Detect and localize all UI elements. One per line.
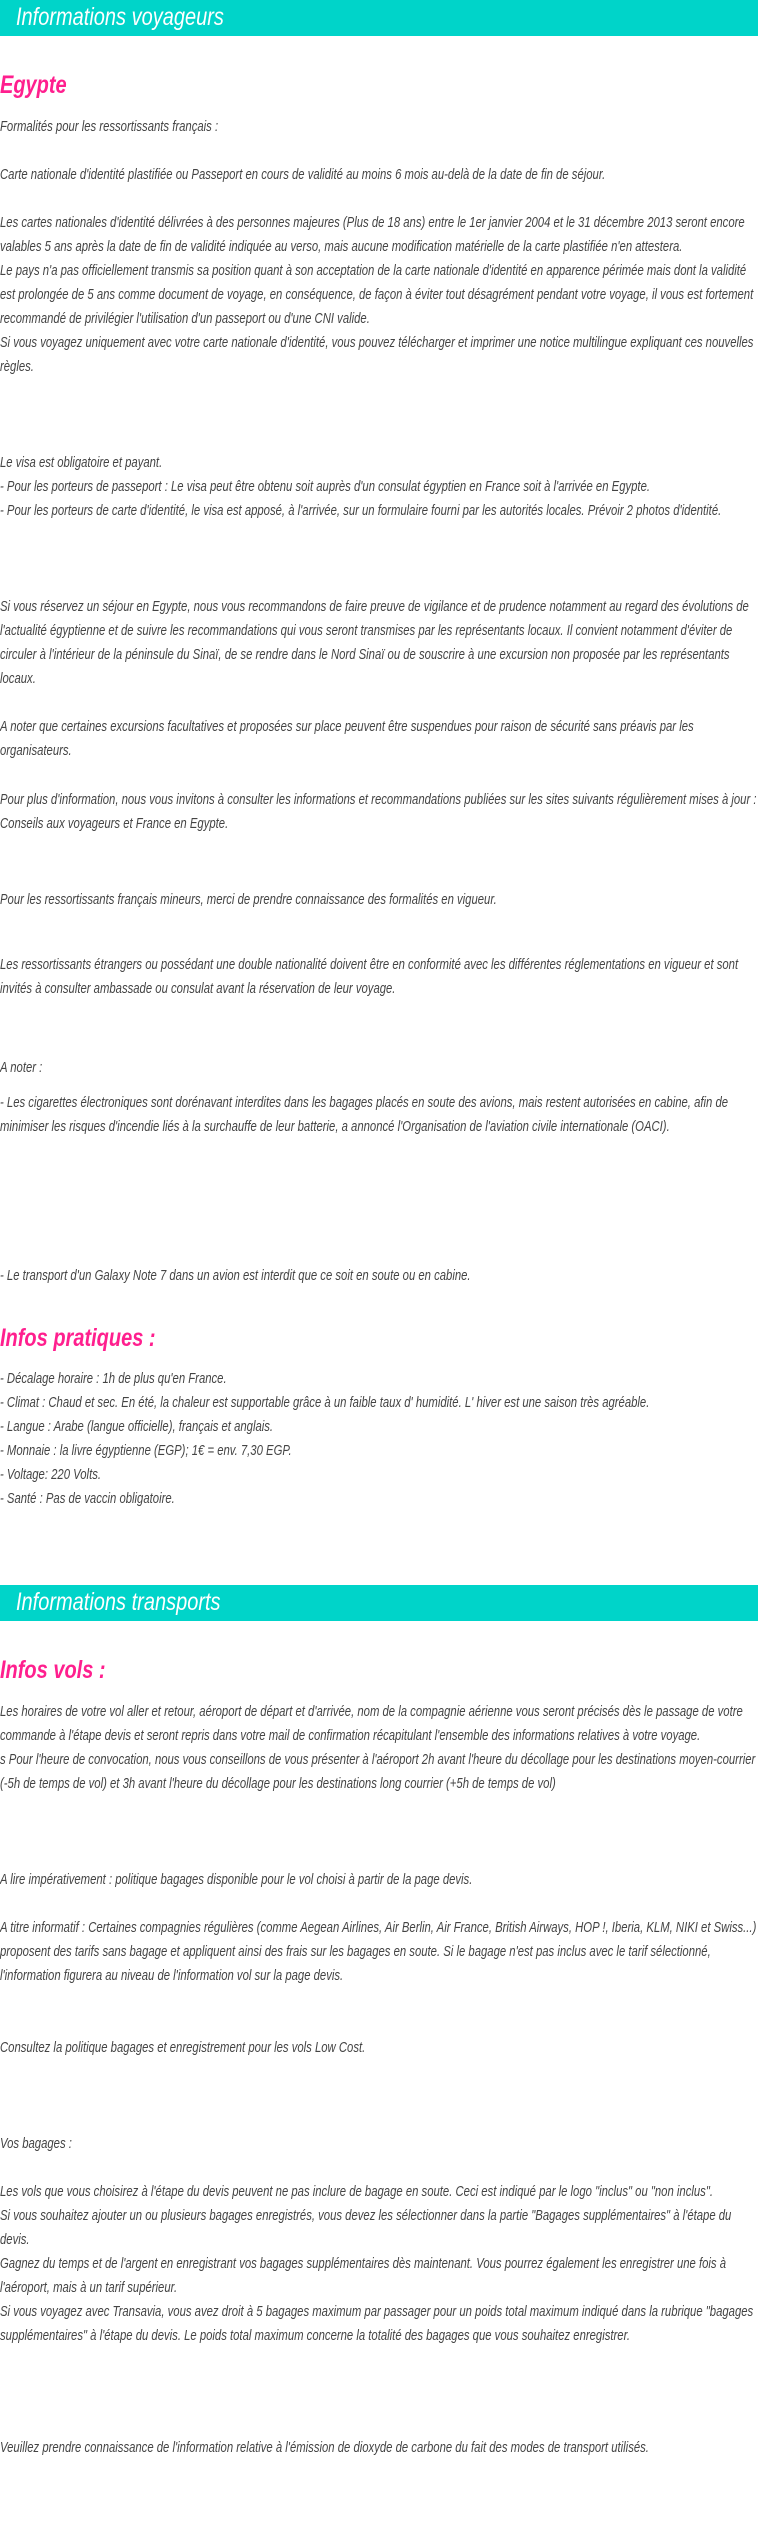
section-bar-transports — [0, 1585, 758, 1621]
pratiques-list — [0, 1367, 758, 1511]
visa-block — [0, 451, 758, 523]
list-item: - Climat : Chaud et sec. En été, la chaleur est supportable grâce à un faible taux d' humidité. L' hiver est une saison très agréable. — [0, 1395, 650, 1411]
list-item: - Décalage horaire : 1h de plus qu'en France. — [0, 1371, 227, 1387]
formalites-label: Formalités pour les ressortissants français : — [0, 119, 219, 135]
paragraph: Le visa est obligatoire et payant. — [0, 455, 163, 471]
vols-heading: Infos vols : — [0, 1656, 106, 1684]
excursions-paragraph: A noter que certaines excursions facultatives et proposées sur place peuvent être suspendues pour raison de sécurité sans préavis par les organisateurs. — [0, 719, 694, 759]
country-heading: Egypte — [0, 71, 67, 99]
carte-paragraph: Carte nationale d'identité plastifiée ou Passeport en cours de validité au moins 6 mois au-delà de la date de fin de séjour. — [0, 167, 606, 183]
horaires-block — [0, 1700, 758, 1796]
vos-bagages-label: Vos bagages : — [0, 2136, 72, 2152]
section-title: Informations transports — [16, 1588, 221, 1616]
list-item: - Monnaie : la livre égyptienne (EGP); 1€ = env. 7,30 EGP. — [0, 1443, 292, 1459]
plus-info-paragraph: Pour plus d'information, nous vous invitons à consulter les informations et recommandations publiées sur les sites suivants régulièrement mises à jour : Conseils aux voyageurs et France en Egypte. — [0, 792, 757, 832]
paragraph: Les vols que vous choisirez à l'étape du devis peuvent ne pas inclure de bagage en soute. Ceci est indiqué par le logo "inclus" ou "non inclus". — [0, 2184, 713, 2200]
a-titre-paragraph: A titre informatif : Certaines compagnies régulières (comme Aegean Airlines, Air Berlin, Air France, British Airways, HOP !, Iberia, KLM, NIKI et Swiss...) proposent des tarifs sans bagage et appliquent ainsi des frais sur les bagages en soute. Si le bagage n'est pas inclus avec le tarif sélectionné, l'information figurera au niveau de l'information vol sur la page devis. — [0, 1920, 757, 1984]
paragraph: Les horaires de votre vol aller et retour, aéroport de départ et d'arrivée, nom de la compagnie aérienne vous seront précisés dès le passage de votre commande à l'étape devis et seront repris dans votre mail de confirmation récapitulant l'ensemble des informations relatives à votre voyage. — [0, 1704, 743, 1744]
a-lire-paragraph: A lire impérativement : politique bagages disponible pour le vol choisi à partir de la page devis. — [0, 1872, 473, 1888]
paragraph: Si vous voyagez avec Transavia, vous avez droit à 5 bagages maximum par passager pour un poids total maximum indiqué dans la rubrique "bagages supplémentaires" à l'étape du devis. Le poids total maximum concerne la totalité des bagages que vous souhaitez enregistrer. — [0, 2304, 754, 2344]
paragraph: Les cartes nationales d'identité délivrées à des personnes majeures (Plus de 18 ans) entre le 1er janvier 2004 et le 31 décembre 2013 seront encore valables 5 ans après la date de fin de validité indiquée au verso, mais aucune modification matérielle de la carte plastifiée n'en attestera. — [0, 215, 745, 255]
mineurs-paragraph: Pour les ressortissants français mineurs, merci de prendre connaissance des formalités en vigueur. — [0, 892, 497, 908]
paragraph: Si vous voyagez uniquement avec votre carte nationale d'identité, vous pouvez télécharger et imprimer une notice multilingue expliquant ces nouvelles règles. — [0, 335, 754, 375]
list-item: - Langue : Arabe (langue officielle), français et anglais. — [0, 1419, 274, 1435]
list-item: - Santé : Pas de vaccin obligatoire. — [0, 1491, 175, 1507]
paragraph: Gagnez du temps et de l'argent en enregistrant vos bagages supplémentaires dès maintenant. Vous pourrez également les enregistrer une fois à l'aéroport, mais à un tarif supérieur. — [0, 2256, 727, 2296]
a-noter-label: A noter : — [0, 1060, 43, 1076]
paragraph: - Pour les porteurs de carte d'identité, le visa est apposé, à l'arrivée, sur un formulaire fourni par les autorités locales. Prévoir 2 photos d'identité. — [0, 503, 722, 519]
galaxy-paragraph: - Le transport d'un Galaxy Note 7 dans un avion est interdit que ce soit en soute ou en cabine. — [0, 1268, 471, 1284]
section-bar-voyageurs — [0, 0, 758, 36]
list-item: - Voltage: 220 Volts. — [0, 1467, 102, 1483]
co2-paragraph: Veuillez prendre connaissance de l'information relative à l'émission de dioxyde de carbone du fait des modes de transport utilisés. — [0, 2440, 649, 2456]
paragraph: Si vous souhaitez ajouter un ou plusieurs bagages enregistrés, vous devez les sélectionner dans la partie "Bagages supplémentaires" à l'étape du devis. — [0, 2208, 732, 2248]
low-cost-paragraph: Consultez la politique bagages et enregistrement pour les vols Low Cost. — [0, 2040, 366, 2056]
bagages-block — [0, 2180, 758, 2348]
paragraph: s Pour l'heure de convocation, nous vous conseillons de vous présenter à l'aéroport 2h avant l'heure du décollage pour les destinations moyen-courrier (-5h de temps de vol) et 3h avant l'heure du décollage pour les destinations long courrier (+5h de temps de vol) — [0, 1752, 756, 1792]
pratiques-heading: Infos pratiques : — [0, 1324, 156, 1352]
section-title: Informations voyageurs — [16, 3, 224, 31]
paragraph: - Pour les porteurs de passeport : Le visa peut être obtenu soit auprès d'un consulat égyptien en France soit à l'arrivée en Egypte. — [0, 479, 651, 495]
paragraph: Le pays n'a pas officiellement transmis sa position quant à son acceptation de la carte nationale d'identité en apparence périmée mais dont la validité est prolongée de 5 ans comme document de voyage, en conséquence, de façon à éviter tout désagrément pendant votre voyage, il vous est fortement recommandé de privilégier l'utilisation d'un passeport ou d'une CNI valide. — [0, 263, 754, 327]
etrangers-paragraph: Les ressortissants étrangers ou possédant une double nationalité doivent être en conformité avec les différentes réglementations en vigueur et sont invités à consulter ambassade ou consulat avant la réservation de leur voyage. — [0, 957, 739, 997]
cigarettes-paragraph: - Les cigarettes électroniques sont dorénavant interdites dans les bagages placés en soute des avions, mais restent autorisées en cabine, afin de minimiser les risques d'incendie liés à la surchauffe de leur batterie, a annoncé l'Organisation de l'aviation civile internationale (OACI). — [0, 1095, 729, 1135]
vigilance-paragraph: Si vous réservez un séjour en Egypte, nous vous recommandons de faire preuve de vigilance et de prudence notamment au regard des évolutions de l'actualité égyptienne et de suivre les recommandations qui vous seront transmises par les représentants locaux. Il convient notamment d'éviter de circuler à l'intérieur de la péninsule du Sinaï, de se rendre dans le Nord Sinaï ou de souscrire à une excursion non proposée par les représentants locaux. — [0, 599, 749, 687]
cni-block — [0, 211, 758, 379]
